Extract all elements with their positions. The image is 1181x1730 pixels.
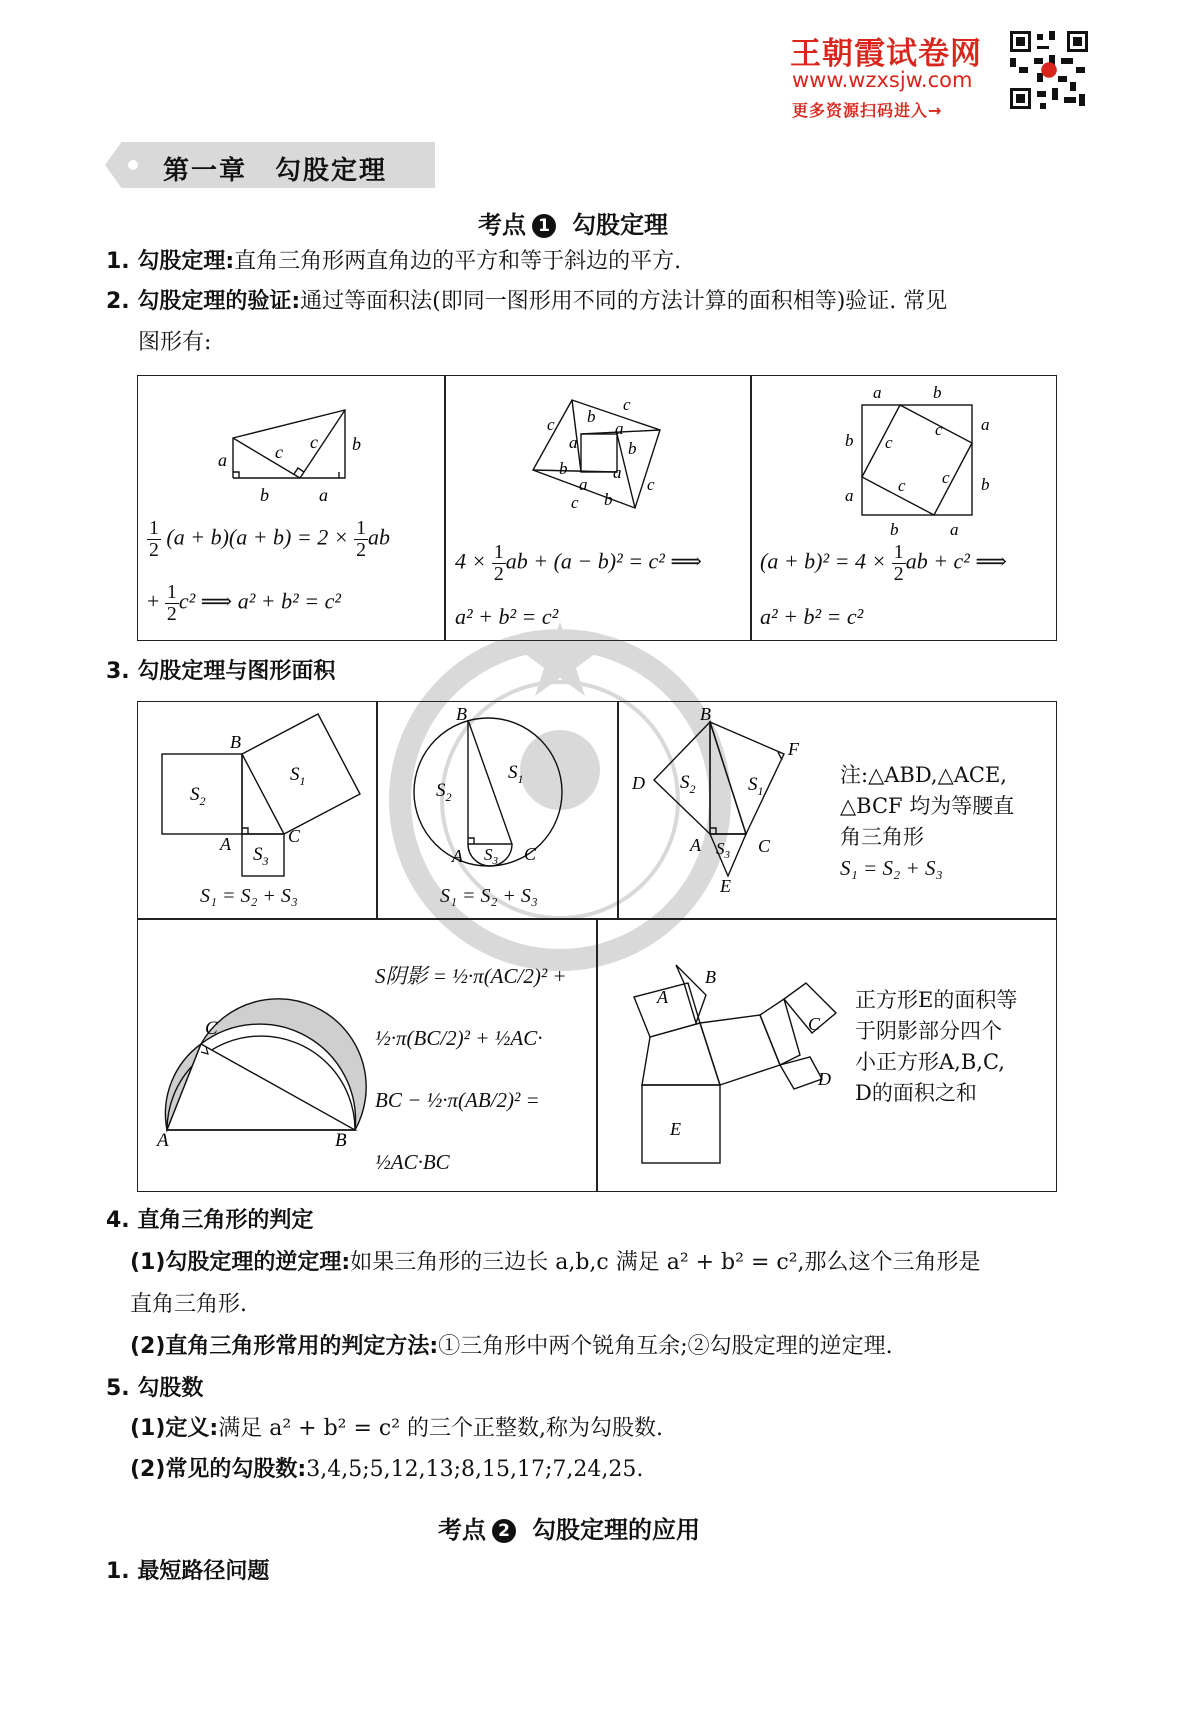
half-num: 1 bbox=[166, 581, 177, 603]
section1-title: 勾股定理 bbox=[572, 211, 668, 239]
half-num: 1 bbox=[893, 541, 904, 563]
svg-text:S3: $S_3$ bbox=[716, 839, 730, 861]
svg-text:a: a bbox=[613, 463, 622, 482]
half-den: 2 bbox=[166, 602, 177, 625]
item-3 bbox=[106, 657, 335, 687]
item-5-1 bbox=[130, 1414, 663, 1444]
svg-text:C: C bbox=[524, 844, 537, 864]
item-5-head: 5. 勾股数 bbox=[106, 1376, 204, 1401]
svg-text:c: c bbox=[935, 420, 943, 439]
proof-2-line-2: a² + b² = c² bbox=[455, 604, 559, 629]
proof-figure-outer-square bbox=[840, 383, 1000, 539]
svg-text:c: c bbox=[942, 468, 950, 487]
area-figure-squares bbox=[150, 712, 375, 882]
square-note-line-3: 小正方形A,B,C, bbox=[855, 1050, 1005, 1074]
proof-1-ab: ab bbox=[367, 524, 390, 550]
svg-text:b: b bbox=[628, 439, 637, 458]
area-figure-square-tree bbox=[610, 955, 840, 1170]
proof-divider-2 bbox=[750, 375, 752, 640]
shadow-line-4: ½AC·BC bbox=[375, 1150, 450, 1174]
proof-3-expr-a: (a + b)² = 4 × bbox=[760, 548, 887, 574]
half-den: 2 bbox=[356, 538, 366, 561]
section2-num: 2 bbox=[492, 1519, 516, 1543]
svg-text:S1: $S_1$ bbox=[290, 764, 306, 788]
section2-title: 勾股定理的应用 bbox=[532, 1516, 700, 1544]
proof-1-result: c² ⟹ a² + b² = c² bbox=[178, 588, 341, 614]
proof-2-expr-b: ab + (a − b)² = c² ⟹ bbox=[505, 548, 702, 574]
item-4-2-text: ①三角形中两个锐角互余;②勾股定理的逆定理. bbox=[438, 1334, 893, 1359]
svg-text:c: c bbox=[898, 476, 906, 495]
item-4-1-head: (1)勾股定理的逆定理: bbox=[130, 1250, 351, 1275]
item-4-2-head: (2)直角三角形常用的判定方法: bbox=[130, 1334, 439, 1359]
proof-2-expr-a: 4 × bbox=[455, 548, 487, 574]
item-4 bbox=[106, 1206, 313, 1236]
item-3-head: 3. 勾股定理与图形面积 bbox=[106, 659, 336, 684]
svg-text:c: c bbox=[571, 493, 579, 512]
area-note-line-4: S₁ = S₂ + S₃ bbox=[840, 856, 943, 880]
svg-text:b: b bbox=[260, 485, 269, 505]
item-5-1-head: (1)定义: bbox=[130, 1416, 219, 1441]
shadow-line-2: ½·π(BC/2)² + ½AC· bbox=[375, 1026, 543, 1050]
shadow-line-3: BC − ½·π(AB/2)² = bbox=[375, 1088, 540, 1112]
shadow-formula bbox=[375, 945, 567, 1193]
item-5-2-head: (2)常见的勾股数: bbox=[130, 1457, 307, 1482]
svg-text:a: a bbox=[319, 485, 328, 505]
item-5-2-text: 3,4,5;5,12,13;8,15,17;7,24,25. bbox=[306, 1457, 644, 1482]
proof-divider-1 bbox=[444, 375, 446, 640]
svg-text:a: a bbox=[873, 383, 882, 402]
chapter-title: 第一章 勾股定理 bbox=[163, 156, 388, 186]
area-col-divider-1 bbox=[376, 701, 378, 918]
svg-text:C: C bbox=[205, 1018, 218, 1039]
item-2-text: 通过等面积法(即同一图形用不同的方法计算的面积相等)验证. 常见 bbox=[300, 289, 948, 314]
svg-text:A: A bbox=[452, 846, 463, 866]
svg-text:c: c bbox=[310, 432, 318, 452]
area-note-line-1: 注:△ABD,△ACE, bbox=[840, 763, 1007, 787]
svg-text:A: A bbox=[220, 834, 231, 854]
svg-text:a: a bbox=[218, 450, 227, 470]
area-note bbox=[840, 760, 1014, 884]
svg-text:D: D bbox=[818, 1069, 831, 1089]
svg-text:a: a bbox=[569, 433, 578, 452]
area-formula-1: S₁ = S₂ + S₃ bbox=[200, 885, 298, 907]
half-num: 1 bbox=[493, 541, 504, 563]
section1-heading bbox=[478, 205, 668, 240]
svg-text:S3: $S_3$ bbox=[484, 845, 498, 867]
svg-text:a: a bbox=[950, 520, 959, 539]
svg-text:a: a bbox=[981, 415, 990, 434]
proof-1-expr: (a + b)(a + b) = 2 × bbox=[166, 524, 349, 550]
brand-name: 王朝霞试卷网 bbox=[790, 36, 982, 72]
svg-text:b: b bbox=[890, 520, 899, 539]
item-4-1-cont: 直角三角形. bbox=[130, 1292, 247, 1317]
svg-text:F: F bbox=[788, 739, 799, 759]
svg-text:c: c bbox=[275, 442, 283, 462]
svg-text:b: b bbox=[587, 407, 596, 426]
svg-text:a: a bbox=[579, 475, 588, 494]
half-den: 2 bbox=[493, 562, 504, 585]
svg-text:b: b bbox=[933, 383, 942, 402]
svg-text:C: C bbox=[288, 826, 301, 846]
svg-text:c: c bbox=[647, 475, 655, 494]
svg-text:S2: $S_2$ bbox=[436, 780, 452, 804]
section2-label: 考点 bbox=[438, 1516, 486, 1544]
svg-text:E: E bbox=[670, 1119, 681, 1139]
proof-3-expr-b: ab + c² ⟹ bbox=[905, 548, 1007, 574]
area-formula-2: S₁ = S₂ + S₃ bbox=[440, 885, 538, 907]
svg-text:A: A bbox=[657, 987, 668, 1007]
square-note-line-1: 正方形E的面积等 bbox=[855, 988, 1018, 1012]
svg-text:a: a bbox=[845, 486, 854, 505]
area-col-divider-2 bbox=[617, 701, 619, 918]
svg-text:A: A bbox=[690, 835, 701, 855]
app-item-1 bbox=[106, 1557, 269, 1587]
item-5 bbox=[106, 1374, 203, 1404]
item-5-1-text: 满足 a² + b² = c² 的三个正整数,称为勾股数. bbox=[218, 1416, 664, 1441]
svg-text:A: A bbox=[157, 1130, 169, 1151]
half-den: 2 bbox=[893, 562, 904, 585]
svg-text:B: B bbox=[335, 1130, 347, 1151]
proof-3-line-2: a² + b² = c² bbox=[760, 604, 864, 629]
square-note-line-2: 于阴影部分四个 bbox=[855, 1019, 1002, 1043]
svg-text:C: C bbox=[808, 1014, 821, 1034]
area-col-divider-3 bbox=[596, 918, 598, 1191]
item-1 bbox=[106, 247, 681, 277]
svg-text:B: B bbox=[700, 704, 711, 724]
svg-text:b: b bbox=[559, 459, 568, 478]
svg-text:D: D bbox=[632, 773, 645, 793]
item-2-head: 2. 勾股定理的验证: bbox=[106, 289, 301, 314]
qr-code-icon[interactable] bbox=[1010, 30, 1088, 110]
svg-text:S1: $S_1$ bbox=[508, 762, 524, 786]
app-item-1-head: 1. 最短路径问题 bbox=[106, 1559, 270, 1584]
svg-text:S2: $S_2$ bbox=[680, 772, 696, 796]
half-den: 2 bbox=[149, 538, 159, 561]
area-note-line-2: △BCF 均为等腰直 bbox=[840, 794, 1015, 818]
svg-text:b: b bbox=[604, 490, 613, 509]
banner-dot-icon bbox=[128, 160, 138, 170]
svg-text:S1: $S_1$ bbox=[748, 774, 764, 798]
proof-1-plus: + bbox=[147, 588, 160, 614]
shadow-line-1: S阴影 = ½·π(AC/2)² + bbox=[375, 964, 567, 988]
section2-heading bbox=[438, 1510, 700, 1545]
area-figure-isosceles bbox=[630, 704, 810, 896]
proof-3-line-1 bbox=[760, 542, 1007, 585]
area-figure-semicircles bbox=[400, 704, 580, 877]
brand-more[interactable]: 更多资源扫码进入→ bbox=[792, 101, 943, 120]
svg-text:B: B bbox=[456, 704, 467, 724]
item-2-cont: 图形有: bbox=[138, 330, 212, 355]
svg-text:E: E bbox=[720, 876, 731, 896]
svg-text:B: B bbox=[705, 967, 716, 987]
area-note-line-3: 角三角形 bbox=[840, 825, 924, 849]
item-4-1 bbox=[130, 1248, 981, 1278]
item-5-2 bbox=[130, 1455, 643, 1485]
half-num: 1 bbox=[149, 517, 159, 539]
proof-figure-trapezoid bbox=[215, 400, 375, 510]
square-note-line-4: D的面积之和 bbox=[855, 1081, 977, 1105]
section1-label: 考点 bbox=[478, 211, 526, 239]
section1-num: 1 bbox=[532, 214, 556, 238]
svg-text:b: b bbox=[981, 475, 990, 494]
svg-text:c: c bbox=[885, 433, 893, 452]
square-note bbox=[855, 985, 1017, 1109]
svg-text:b: b bbox=[845, 431, 854, 450]
item-4-1-text: 如果三角形的三边长 a,b,c 满足 a² + b² = c²,那么这个三角形是 bbox=[350, 1250, 981, 1275]
proof-figure-inner-square bbox=[525, 392, 705, 522]
brand-url[interactable]: www.wzxsjw.com bbox=[792, 68, 973, 92]
half-num: 1 bbox=[356, 517, 366, 539]
svg-text:b: b bbox=[352, 434, 361, 454]
item-2 bbox=[106, 287, 947, 317]
svg-text:S3: $S_3$ bbox=[253, 844, 269, 868]
proof-2-line-1 bbox=[455, 542, 702, 585]
svg-text:S2: $S_2$ bbox=[190, 784, 206, 808]
item-1-text: 直角三角形两直角边的平方和等于斜边的平方. bbox=[234, 249, 682, 274]
svg-text:B: B bbox=[230, 732, 241, 752]
area-figure-lune bbox=[145, 990, 365, 1150]
svg-text:c: c bbox=[547, 415, 555, 434]
proof-1-line-2 bbox=[147, 582, 341, 625]
svg-text:C: C bbox=[758, 836, 771, 856]
proof-1-line-1 bbox=[147, 518, 390, 561]
item-4-head: 4. 直角三角形的判定 bbox=[106, 1208, 314, 1233]
item-1-head: 1. 勾股定理: bbox=[106, 249, 235, 274]
item-4-2 bbox=[130, 1332, 893, 1362]
svg-text:a: a bbox=[615, 419, 624, 438]
svg-text:c: c bbox=[623, 395, 631, 414]
